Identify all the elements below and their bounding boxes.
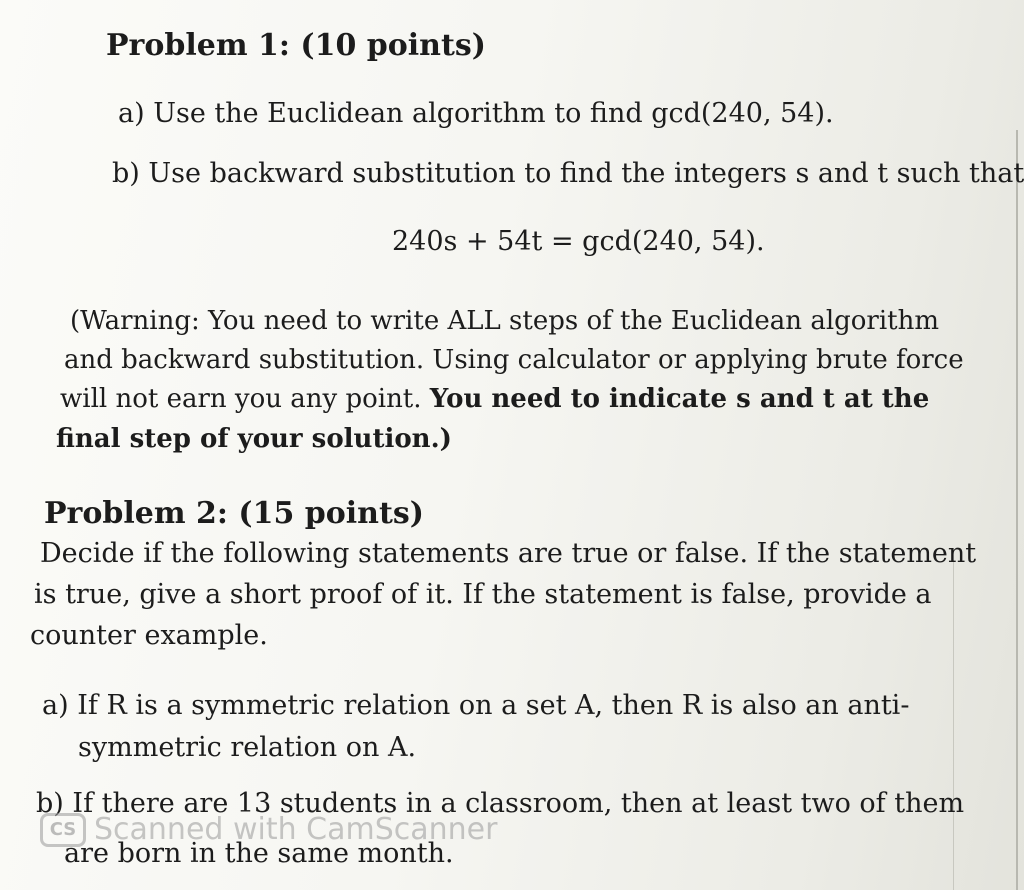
problem-2-part-b-line-1: b) If there are 13 students in a classroom, then at least two of them bbox=[36, 788, 965, 819]
camscanner-logo-icon: CS bbox=[40, 813, 86, 847]
problem-2-part-a-line-2: symmetric relation on A. bbox=[78, 732, 417, 763]
problem-1-heading: Problem 1: (10 points) bbox=[106, 28, 486, 63]
problem-2-part-b-line-2: are born in the same month. bbox=[64, 838, 454, 869]
warning-line-1: (Warning: You need to write ALL steps of the Euclidean algorithm bbox=[70, 306, 940, 336]
problem-2-intro-line-2: is true, give a short proof of it. If the statement is false, provide a bbox=[34, 579, 932, 610]
warning-line-3-plain: will not earn you any point. bbox=[60, 384, 422, 414]
watermark-text: Scanned with CamScanner bbox=[94, 812, 498, 847]
problem-1-part-b: b) Use backward substitution to find the integers s and t such that bbox=[112, 158, 1024, 189]
warning-line-2: and backward substitution. Using calculator or applying brute force bbox=[64, 345, 964, 375]
problem-1-equation: 240s + 54t = gcd(240, 54). bbox=[392, 226, 765, 257]
page-edge-line-inner bbox=[953, 560, 954, 890]
problem-2-intro-line-3: counter example. bbox=[30, 620, 268, 651]
warning-line-3-bold: You need to indicate s and t at the bbox=[429, 384, 930, 414]
warning-line-4: final step of your solution.) bbox=[56, 424, 452, 454]
problem-1-part-a: a) Use the Euclidean algorithm to find gcd(240, 54). bbox=[118, 98, 834, 129]
camscanner-watermark bbox=[40, 812, 497, 847]
warning-line-3 bbox=[60, 384, 929, 414]
page-edge-line bbox=[1016, 130, 1018, 890]
problem-2-part-a-line-1: a) If R is a symmetric relation on a set A, then R is also an anti- bbox=[42, 690, 910, 721]
problem-2-intro-line-1: Decide if the following statements are true or false. If the statement bbox=[40, 538, 977, 569]
problem-2-heading: Problem 2: (15 points) bbox=[44, 496, 424, 531]
